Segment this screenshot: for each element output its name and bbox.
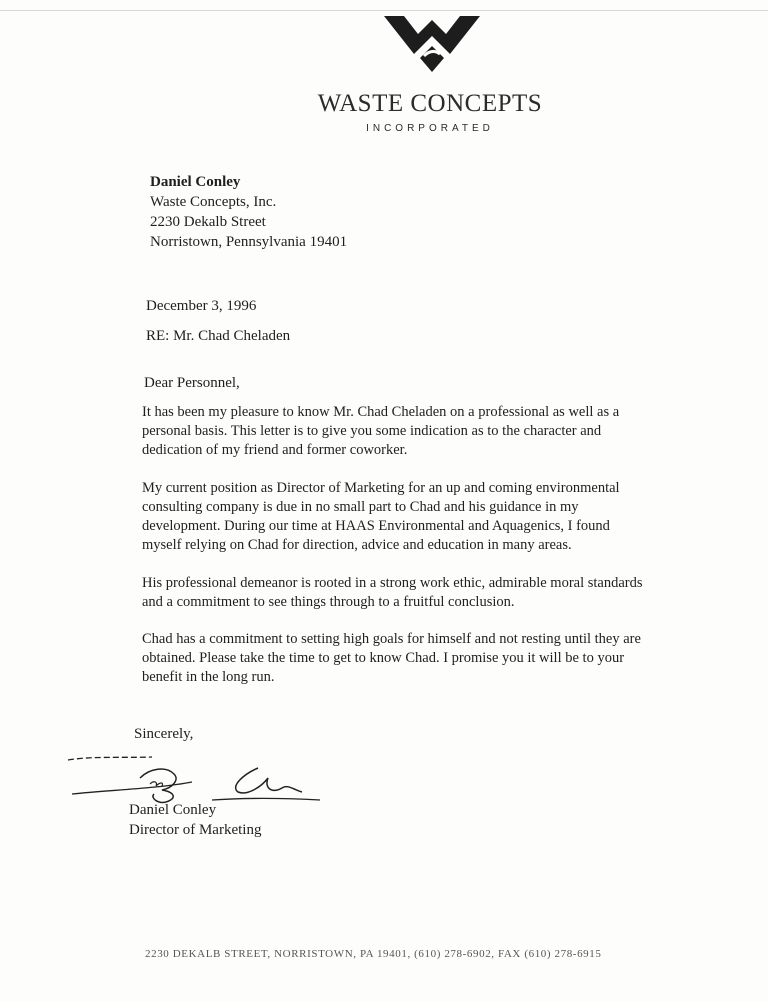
sender-name: Daniel Conley bbox=[150, 174, 241, 190]
sender-street: 2230 Dekalb Street bbox=[150, 214, 266, 230]
closing: Sincerely, bbox=[134, 726, 194, 742]
subject-line: RE: Mr. Chad Cheladen bbox=[146, 328, 291, 344]
body-paragraph bbox=[142, 403, 702, 460]
company-name: WASTE CONCEPTS bbox=[317, 90, 543, 117]
paragraph-line: My current position as Director of Marketing for an up and coming environmental bbox=[142, 480, 620, 496]
paragraph-line: benefit in the long run. bbox=[142, 669, 275, 685]
body-paragraph bbox=[142, 630, 702, 687]
letter-date: December 3, 1996 bbox=[146, 298, 257, 314]
signer-title: Director of Marketing bbox=[129, 822, 262, 838]
top-edge-rule bbox=[0, 10, 768, 11]
paragraph-line: myself relying on Chad for direction, advice and education in many areas. bbox=[142, 537, 572, 553]
sender-address-block bbox=[150, 172, 347, 252]
body-paragraph bbox=[142, 574, 702, 612]
paragraph-line: consulting company is due in no small part to Chad and his guidance in my bbox=[142, 499, 579, 515]
sender-city: Norristown, Pennsylvania 19401 bbox=[150, 234, 348, 250]
waste-concepts-logo-icon bbox=[384, 16, 480, 74]
paragraph-line: Chad has a commitment to setting high goals for himself and not resting until they are bbox=[142, 631, 641, 647]
paragraph-line: development. During our time at HAAS Environmental and Aquagenics, I found bbox=[142, 518, 610, 534]
body-paragraph bbox=[142, 479, 702, 555]
footer-address: 2230 DEKALB STREET, NORRISTOWN, PA 19401, (610) 278-6902, FAX (610) 278-6915 bbox=[145, 948, 602, 960]
signer-name: Daniel Conley bbox=[129, 802, 217, 818]
paragraph-line: His professional demeanor is rooted in a strong work ethic, admirable moral standards bbox=[142, 575, 643, 591]
paragraph-line: and a commitment to see things through to a fruitful conclusion. bbox=[142, 594, 515, 610]
paragraph-line: personal basis. This letter is to give you some indication as to the character and bbox=[142, 423, 602, 439]
sender-company: Waste Concepts, Inc. bbox=[150, 194, 277, 210]
signer-block bbox=[129, 800, 261, 840]
salutation: Dear Personnel, bbox=[144, 375, 240, 391]
company-subtitle: INCORPORATED bbox=[366, 123, 494, 134]
paragraph-line: It has been my pleasure to know Mr. Chad Cheladen on a professional as well as a bbox=[142, 404, 620, 420]
paragraph-line: obtained. Please take the time to get to know Chad. I promise you it will be to your bbox=[142, 650, 625, 666]
paragraph-line: dedication of my friend and former coworker. bbox=[142, 442, 408, 458]
